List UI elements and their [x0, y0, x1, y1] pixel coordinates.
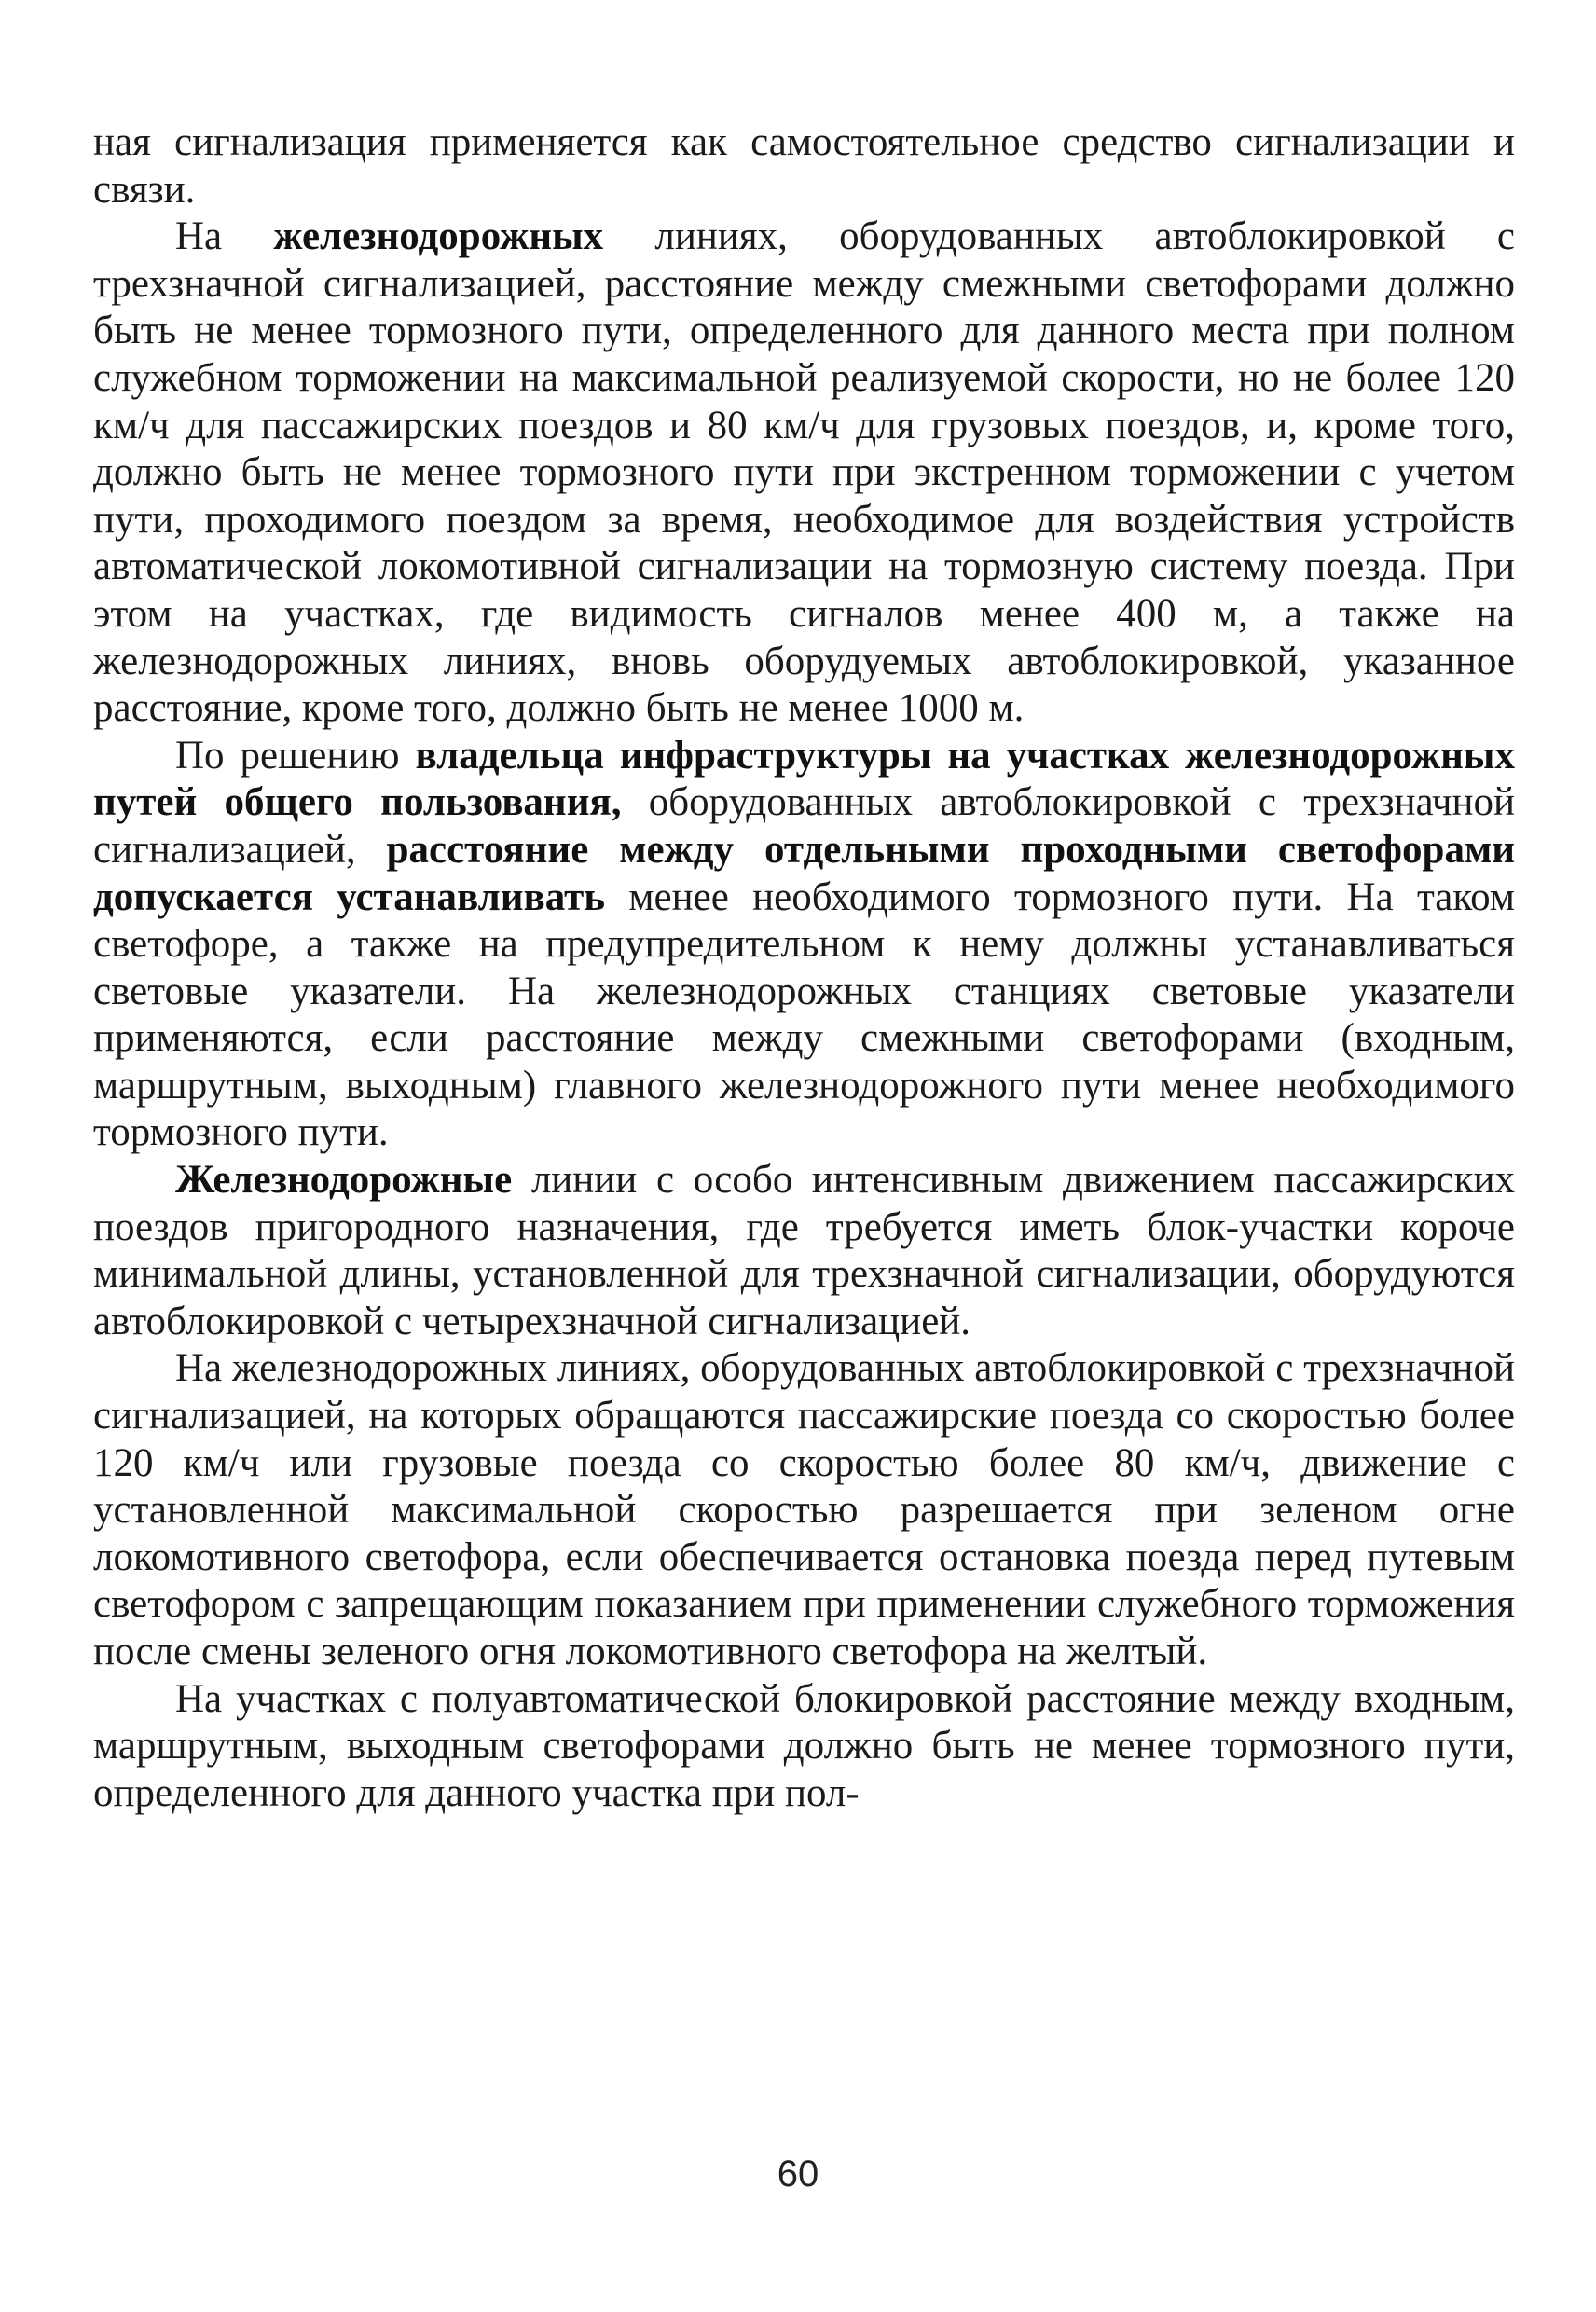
paragraph	[93, 733, 1515, 1157]
paragraph	[93, 119, 1515, 213]
paragraph	[93, 1345, 1515, 1675]
paragraph	[93, 1157, 1515, 1345]
bold-text-run: расстояние между отдельными проходными светофорами допускается устанавливать	[93, 827, 1516, 919]
bold-text-run: железнодорожных	[273, 214, 604, 259]
text-run: На железнодорожных линиях, оборудованных автоблокировкой с трехзначной сигнализацией, на которых обращаются пассажирские поезда со скоростью более 120 км/ч или грузовые поезда со скоростью более 80 км/ч, движение с установленной максимальной скоростью разрешается при зеленом огне локомотивного светофора, если обеспечивается остановка поезда перед путевым светофором с запрещающим показанием при применении служебного торможения после смены зеленого огня локомотивного светофора на желтый.	[93, 1346, 1515, 1673]
bold-text-run: владельца инфраструктуры на участках железнодорожных путей общего пользования,	[93, 733, 1516, 825]
paragraph	[93, 1676, 1515, 1818]
body-text	[93, 119, 1515, 1817]
text-run: линиях, оборудованных автоблокировкой с трехзначной сигнализацией, расстояние между смежными светофорами должно быть не менее тормозного пути, определенного для данного места при полном служебном торможении на максимальной реализуемой скорости, но не более 120 км/ч для пассажирских поездов и 80 км/ч для грузовых поездов, и, кроме того, должно быть не менее тормозного пути при экстренном торможении с учетом пути, проходимого поездом за время, необходимое для воздействия устройств автоматической локомотивной сигнализации на тормозную систему поезда. При этом на участках, где видимость сигналов менее 400 м, а также на железнодорожных линиях, вновь оборудуемых автоблокировкой, указанное расстояние, кроме того, должно быть не менее 1000 м.	[93, 214, 1515, 731]
text-run: менее необходимого тормозного пути. На таком светофоре, а также на предупредительном к нему должны устанавливаться световые указатели. На железнодорожных станциях световые указатели применяются, если расстояние между смежными светофорами (входным, маршрутным, выходным) главного железнодорожного пути менее необходимого тормозного пути.	[93, 874, 1515, 1155]
text-run: ная сигнализация применяется как самостоятельное средство сигнализации и связи.	[93, 120, 1515, 212]
bold-text-run: Железнодорожные	[175, 1158, 513, 1203]
paragraph	[93, 213, 1515, 733]
page-number: 60	[777, 2154, 819, 2195]
text-run: оборудованных автоблокировкой с трехзначной сигнализацией,	[93, 780, 1515, 872]
text-run: На	[175, 214, 274, 259]
text-run: На участках с полуавтоматической блокировкой расстояние между входным, маршрутным, выходным светофорами должно быть не менее тормозного пути, определенного для данного участка при пол-	[93, 1676, 1515, 1815]
text-run: линии с особо интенсивным движением пассажирских поездов пригородного назначения, где требуется иметь блок-участки короче минимальной длины, установленной для трехзначной сигнализации, оборудуются автоблокировкой с четырехзначной сигнализацией.	[93, 1158, 1515, 1343]
text-run: По решению	[175, 733, 416, 778]
